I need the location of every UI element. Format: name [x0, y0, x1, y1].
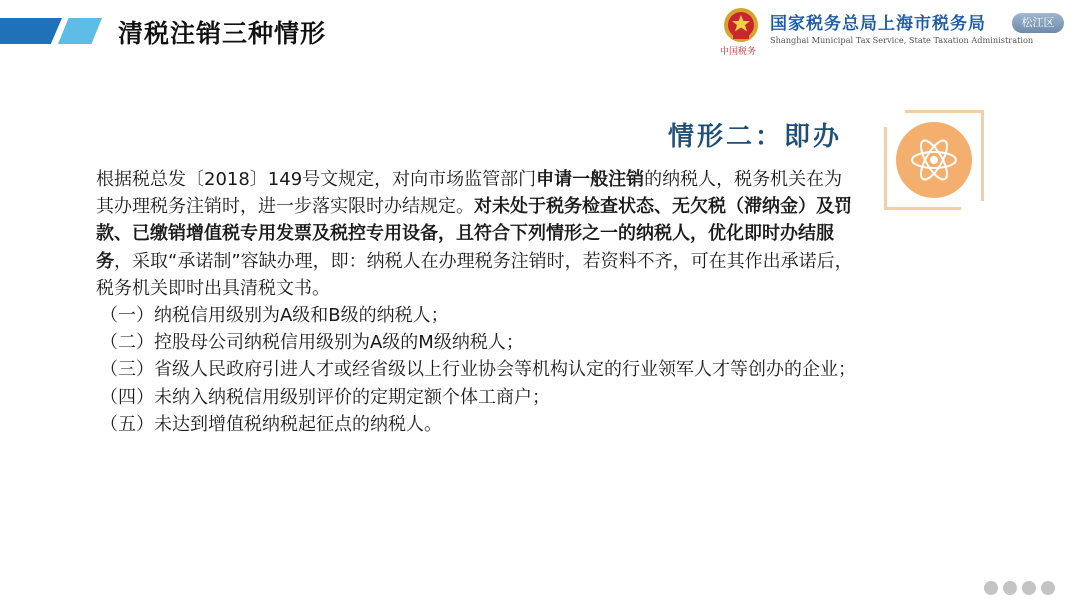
header-accent-bar [0, 18, 62, 44]
dot [1003, 581, 1017, 595]
header-accent-bar-light [58, 18, 102, 44]
list-item: （五）未达到增值税纳税起征点的纳税人。 [100, 413, 442, 435]
list-item: （三）省级人民政府引进人才或经省级以上行业协会等机构认定的行业领军人才等创办的企业； [100, 359, 856, 381]
emblem-caption: 中国税务 [720, 47, 757, 57]
section-title: 情形二：即办 [668, 122, 843, 152]
list-item: （四）未纳入纳税信用级别评价的定期定额个体工商户； [100, 386, 550, 408]
body-text [96, 166, 856, 438]
list-item: （二）控股母公司纳税信用级别为A级的M级纳税人； [100, 332, 524, 354]
tax-emblem-icon [722, 6, 760, 44]
page-title: 清税注销三种情形 [118, 19, 327, 48]
section-icon-box [884, 110, 984, 210]
org-name-cn: 国家税务总局上海市税务局 [770, 14, 986, 34]
slide-dots [984, 580, 1060, 599]
dot [984, 581, 998, 595]
dot [1041, 581, 1055, 595]
list-item: （一）纳税信用级别为A级和B级的纳税人； [100, 305, 449, 327]
district-badge: 松江区 [1012, 13, 1064, 33]
intro-paragraph: 根据税总发〔2018〕149号文规定，对向市场监管部门申请一般注销的纳税人，税务机关在为其办理税务注销时，进一步落实限时办结规定。对未处于税务检查状态、无欠税（滞纳金）及罚款、已缴销增值税专用发票及税控专用设备，且符合下列情形之一的纳税人，优化即时办结服务，采取“承诺制”容缺办理，即：纳税人在办理税务注销时，若资料不齐，可在其作出承诺后，税务机关即时出具清税文书。 [96, 169, 853, 299]
org-name-en: Shanghai Municipal Tax Service, State Taxation Administration [770, 35, 1034, 45]
dot [1022, 581, 1036, 595]
atom-icon [908, 134, 960, 186]
